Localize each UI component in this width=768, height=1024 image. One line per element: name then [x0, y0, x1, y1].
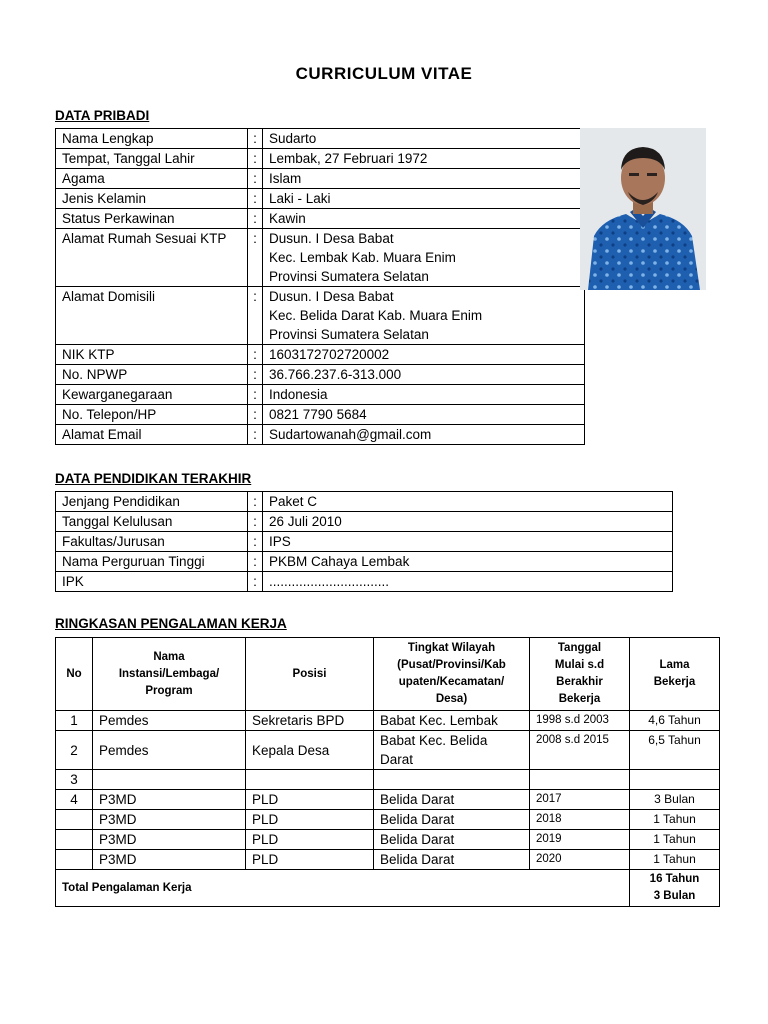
row-posisi: Kepala Desa	[246, 731, 374, 770]
personal-label: Tempat, Tanggal Lahir	[56, 149, 248, 169]
header-instansi	[93, 638, 246, 711]
personal-value: Lembak, 27 Februari 1972	[263, 149, 585, 169]
row-tanggal: 2019	[530, 830, 630, 850]
row-no	[56, 850, 93, 870]
row-wilayah: Belida Darat	[374, 830, 530, 850]
total-row	[56, 870, 720, 907]
header-line: Instansi/Lembaga/	[118, 667, 220, 680]
table-row	[56, 149, 585, 169]
education-label: Jenjang Pendidikan	[56, 492, 248, 512]
experience-table	[55, 637, 720, 907]
colon: :	[248, 209, 263, 229]
table-row	[56, 552, 673, 572]
education-value: 26 Juli 2010	[263, 512, 673, 532]
personal-label: Kewarganegaraan	[56, 385, 248, 405]
row-wilayah: Babat Kec. Lembak	[374, 711, 530, 731]
personal-value: Sudarto	[263, 129, 585, 149]
table-row	[56, 209, 585, 229]
table-row	[56, 365, 585, 385]
row-wilayah: Belida Darat	[374, 850, 530, 870]
personal-value: 0821 7790 5684	[263, 405, 585, 425]
colon: :	[248, 229, 263, 287]
colon: :	[248, 345, 263, 365]
personal-data-table	[55, 128, 585, 445]
row-tanggal	[530, 770, 630, 790]
header-lama	[630, 638, 720, 711]
table-row	[56, 169, 585, 189]
colon: :	[248, 405, 263, 425]
colon: :	[248, 365, 263, 385]
table-row	[56, 830, 720, 850]
table-row	[56, 770, 720, 790]
address-line: Provinsi Sumatera Selatan	[269, 269, 429, 284]
personal-data-heading: DATA PRIBADI	[55, 108, 150, 123]
row-no	[56, 830, 93, 850]
header-tanggal	[530, 638, 630, 711]
row-lama: 1 Tahun	[630, 810, 720, 830]
header-line: Bekerja	[558, 693, 601, 705]
colon: :	[248, 287, 263, 345]
row-lama: 4,6 Tahun	[630, 711, 720, 731]
row-posisi: PLD	[246, 790, 374, 810]
header-posisi: Posisi	[246, 638, 374, 711]
row-tanggal: 2008 s.d 2015	[530, 731, 630, 770]
row-instansi: P3MD	[93, 830, 246, 850]
row-lama: 3 Bulan	[630, 790, 720, 810]
table-row	[56, 731, 720, 770]
header-line: Tanggal	[557, 642, 602, 654]
header-line: Tingkat Wilayah	[407, 642, 496, 654]
header-line: Mulai s.d	[554, 659, 605, 671]
table-row	[56, 405, 585, 425]
education-label: IPK	[56, 572, 248, 592]
personal-label: Agama	[56, 169, 248, 189]
row-lama: 1 Tahun	[630, 830, 720, 850]
row-instansi	[93, 770, 246, 790]
colon: :	[248, 169, 263, 189]
row-tanggal: 2018	[530, 810, 630, 830]
row-no: 1	[56, 711, 93, 731]
header-line: Lama	[659, 659, 690, 671]
personal-label: NIK KTP	[56, 345, 248, 365]
table-row	[56, 850, 720, 870]
row-no: 4	[56, 790, 93, 810]
total-line: 3 Bulan	[653, 890, 696, 902]
table-row	[56, 512, 673, 532]
total-label: Total Pengalaman Kerja	[56, 870, 630, 907]
education-label: Fakultas/Jurusan	[56, 532, 248, 552]
total-line: 16 Tahun	[649, 873, 700, 885]
total-value	[630, 870, 720, 907]
wilayah-line: Darat	[380, 752, 414, 767]
personal-value: Islam	[263, 169, 585, 189]
header-line: upaten/Kecamatan/	[398, 676, 505, 688]
portrait-illustration	[580, 128, 706, 290]
row-posisi: PLD	[246, 810, 374, 830]
colon: :	[248, 572, 263, 592]
row-posisi	[246, 770, 374, 790]
header-line: (Pusat/Provinsi/Kab	[397, 659, 506, 671]
colon: :	[248, 385, 263, 405]
personal-value: Laki - Laki	[263, 189, 585, 209]
table-row	[56, 229, 585, 287]
row-instansi: Pemdes	[93, 711, 246, 731]
colon: :	[248, 425, 263, 445]
table-row	[56, 385, 585, 405]
row-lama: 1 Tahun	[630, 850, 720, 870]
personal-label: Alamat Domisili	[56, 287, 248, 345]
personal-label: Nama Lengkap	[56, 129, 248, 149]
table-row	[56, 189, 585, 209]
table-row	[56, 572, 673, 592]
education-value: PKBM Cahaya Lembak	[263, 552, 673, 572]
header-line: Berakhir	[556, 676, 603, 688]
colon: :	[248, 149, 263, 169]
row-wilayah: Belida Darat	[374, 810, 530, 830]
header-wilayah	[374, 638, 530, 711]
row-tanggal: 2020	[530, 850, 630, 870]
row-posisi: PLD	[246, 850, 374, 870]
row-wilayah	[374, 731, 530, 770]
table-row	[56, 287, 585, 345]
row-no: 2	[56, 731, 93, 770]
row-wilayah: Belida Darat	[374, 790, 530, 810]
address-line: Provinsi Sumatera Selatan	[269, 327, 429, 342]
row-instansi: P3MD	[93, 790, 246, 810]
personal-label: Alamat Rumah Sesuai KTP	[56, 229, 248, 287]
wilayah-line: Babat Kec. Belida	[380, 733, 488, 748]
row-instansi: P3MD	[93, 810, 246, 830]
personal-label: Status Perkawinan	[56, 209, 248, 229]
row-instansi: P3MD	[93, 850, 246, 870]
row-no	[56, 810, 93, 830]
row-no: 3	[56, 770, 93, 790]
row-lama	[630, 770, 720, 790]
table-row	[56, 425, 585, 445]
colon: :	[248, 552, 263, 572]
education-value: ................................	[263, 572, 673, 592]
personal-value	[263, 287, 585, 345]
header-line: Program	[145, 684, 193, 697]
colon: :	[248, 512, 263, 532]
row-tanggal: 1998 s.d 2003	[530, 711, 630, 731]
address-line: Kec. Lembak Kab. Muara Enim	[269, 250, 456, 265]
colon: :	[248, 492, 263, 512]
education-label: Nama Perguruan Tinggi	[56, 552, 248, 572]
education-value: IPS	[263, 532, 673, 552]
table-header-row	[56, 638, 720, 711]
document-title: CURRICULUM VITAE	[295, 64, 473, 83]
education-heading: DATA PENDIDIKAN TERAKHIR	[55, 471, 252, 486]
header-no: No	[56, 638, 93, 711]
colon: :	[248, 129, 263, 149]
personal-value: 36.766.237.6-313.000	[263, 365, 585, 385]
personal-value: 1603172702720002	[263, 345, 585, 365]
experience-heading: RINGKASAN PENGALAMAN KERJA	[55, 616, 287, 631]
personal-label: No. Telepon/HP	[56, 405, 248, 425]
table-row	[56, 532, 673, 552]
education-label: Tanggal Kelulusan	[56, 512, 248, 532]
address-line: Dusun. I Desa Babat	[269, 231, 394, 246]
personal-label: Jenis Kelamin	[56, 189, 248, 209]
personal-value: Kawin	[263, 209, 585, 229]
header-line: Bekerja	[653, 676, 696, 688]
personal-value: Indonesia	[263, 385, 585, 405]
colon: :	[248, 532, 263, 552]
row-tanggal: 2017	[530, 790, 630, 810]
header-line: Desa)	[435, 693, 468, 705]
table-row	[56, 810, 720, 830]
row-posisi: PLD	[246, 830, 374, 850]
table-row	[56, 129, 585, 149]
personal-value	[263, 229, 585, 287]
personal-label: Alamat Email	[56, 425, 248, 445]
header-line: Nama	[153, 650, 185, 663]
colon: :	[248, 189, 263, 209]
education-table	[55, 491, 673, 592]
row-instansi: Pemdes	[93, 731, 246, 770]
personal-label: No. NPWP	[56, 365, 248, 385]
address-line: Kec. Belida Darat Kab. Muara Enim	[269, 308, 483, 323]
table-row	[56, 711, 720, 731]
table-row	[56, 790, 720, 810]
table-row	[56, 345, 585, 365]
email-value: Sudartowanah@gmail.com	[263, 425, 585, 445]
education-value: Paket C	[263, 492, 673, 512]
address-line: Dusun. I Desa Babat	[269, 289, 394, 304]
profile-photo	[580, 128, 706, 290]
table-row	[56, 492, 673, 512]
row-wilayah	[374, 770, 530, 790]
row-lama: 6,5 Tahun	[630, 731, 720, 770]
row-posisi: Sekretaris BPD	[246, 711, 374, 731]
